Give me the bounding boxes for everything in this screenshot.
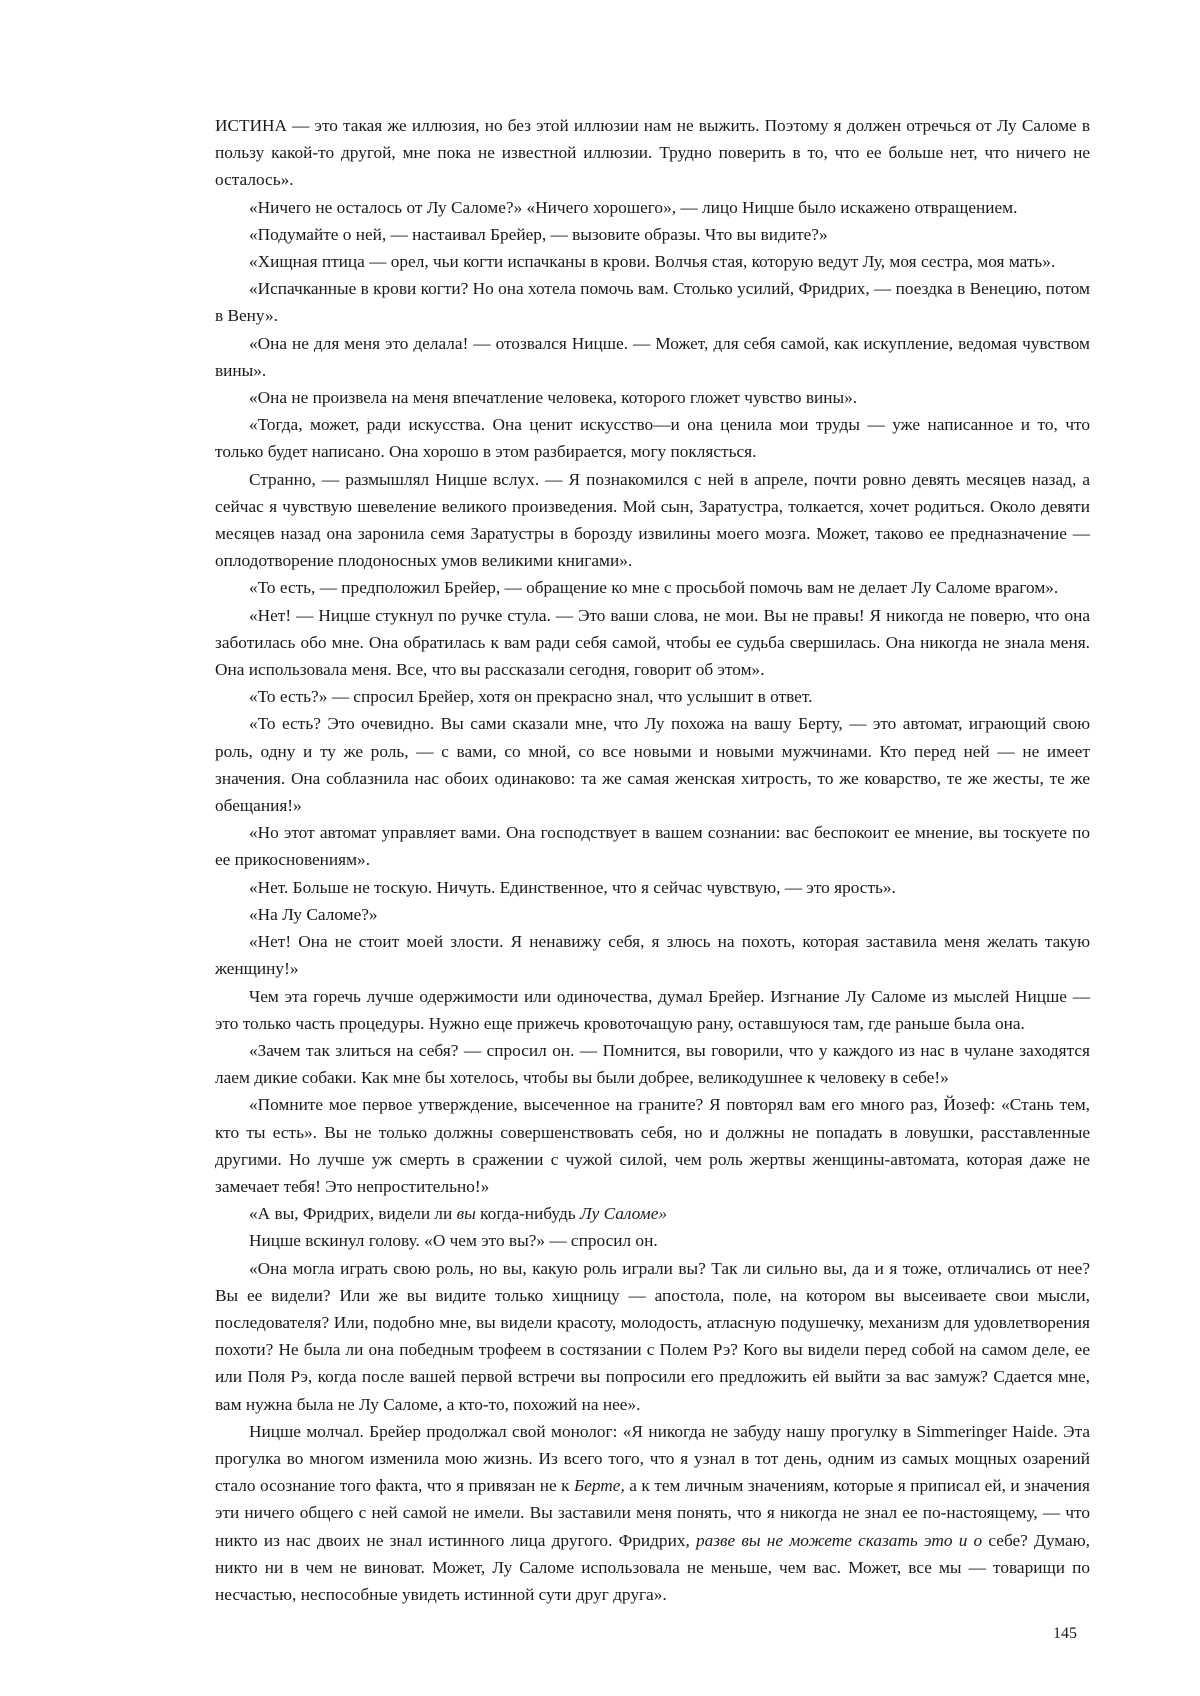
paragraph-5: «Испачканные в крови когти? Но она хотела помочь вам. Столько усилий, Фридрих, — поездка в Венецию, потом в Вену».	[215, 275, 1090, 329]
paragraph-16: «На Лу Саломе?»	[215, 901, 1090, 928]
paragraph-15: «Нет. Больше не тоскую. Ничуть. Единственное, что я сейчас чувствую, — это ярость».	[215, 874, 1090, 901]
paragraph-22: Ницше вскинул голову. «О чем это вы?» — спросил он.	[215, 1227, 1090, 1254]
paragraph-12: «То есть?» — спросил Брейер, хотя он прекрасно знал, что услышит в ответ.	[215, 683, 1090, 710]
paragraph-23: «Она могла играть свою роль, но вы, какую роль играли вы? Так ли сильно вы, да и я тоже, отличались от нее? Вы ее видели? Или же вы видите только хищницу — апостола, поле, на котором вы высеиваете свои мысли, последователя? Или, подобно мне, вы видели красоту, молодость, атласную подушечку, механизм для удовлетворения похоти? Не была ли она победным трофеем в состязании с Полем Рэ? Кого вы видели перед собой на самом деле, ее или Поля Рэ, когда после вашей первой встречи вы попросили его предложить ей выйти за вас замуж? Сдается мне, вам нужна была не Лу Саломе, а кто-то, похожий на нее».	[215, 1255, 1090, 1418]
page-text	[215, 112, 1090, 1608]
paragraph-20: «Помните мое первое утверждение, высеченное на граните? Я повторял вам его много раз, Йозеф: «Стань тем, кто ты есть». Вы не только должны совершенствовать себя, но и должны не попадать в ловушки, расставленные другими. Но лучше уж смерть в сражении с чужой силой, чем роль жертвы женщины-автомата, которая даже не замечает тебя! Это непростительно!»	[215, 1091, 1090, 1200]
paragraph-2: «Ничего не осталось от Лу Саломе?» «Ничего хорошего», — лицо Ницше было искажено отвращением.	[215, 194, 1090, 221]
paragraph-3: «Подумайте о ней, — настаивал Брейер, — вызовите образы. Что вы видите?»	[215, 221, 1090, 248]
paragraph-18: Чем эта горечь лучше одержимости или одиночества, думал Брейер. Изгнание Лу Саломе из мыслей Ницше — это только часть процедуры. Нужно еще прижечь кровоточащую рану, оставшуюся там, где раньше была она.	[215, 983, 1090, 1037]
paragraph-4: «Хищная птица — орел, чьи когти испачканы в крови. Волчья стая, которую ведут Лу, моя сестра, моя мать».	[215, 248, 1090, 275]
paragraph-24: Ницше молчал. Брейер продолжал свой монолог: «Я никогда не забуду нашу прогулку в Simmeringer Haide. Эта прогулка во многом изменила мою жизнь. Из всего того, что я узнал в тот день, одним из самых мощных озарений стало осознание того факта, что я привязан не к Берте, а к тем личным значениям, которые я приписал ей, и значения эти ничего общего с ней самой не имели. Вы заставили меня понять, что я никогда не знал ее по-настоящему, — что никто из нас двоих не знал истинного лица другого. Фридрих, разве вы не можете сказать это и о себе? Думаю, никто ни в чем не виноват. Может, Лу Саломе использовала не меньше, чем вас. Может, все мы — товарищи по несчастью, неспособные увидеть истинной сути друг друга».	[215, 1418, 1090, 1608]
paragraph-19: «Зачем так злиться на себя? — спросил он. — Помнится, вы говорили, что у каждого из нас в чулане заходятся лаем дикие собаки. Как мне бы хотелось, чтобы вы были добрее, великодушнее к человеку в себе!»	[215, 1037, 1090, 1091]
paragraph-7: «Она не произвела на меня впечатление человека, которого гложет чувство вины».	[215, 384, 1090, 411]
paragraph-21: «А вы, Фридрих, видели ли вы когда-нибудь Лу Саломе»	[215, 1200, 1090, 1227]
paragraph-1: ИСТИНА — это такая же иллюзия, но без этой иллюзии нам не выжить. Поэтому я должен отречься от Лу Саломе в пользу какой-то другой, мне пока не известной иллюзии. Трудно поверить в то, что ее больше нет, что ничего не осталось».	[215, 112, 1090, 194]
paragraph-11: «Нет! — Ницше стукнул по ручке стула. — Это ваши слова, не мои. Вы не правы! Я никогда не поверю, что она заботилась обо мне. Она обратилась к вам ради себя самой, чтобы ее судьба свершилась. Она никогда не знала меня. Она использовала меня. Все, что вы рассказали сегодня, говорит об этом».	[215, 602, 1090, 684]
paragraph-14: «Но этот автомат управляет вами. Она господствует в вашем сознании: вас беспокоит ее мнение, вы тоскуете по ее прикосновениям».	[215, 819, 1090, 873]
paragraph-6: «Она не для меня это делала! — отозвался Ницше. — Может, для себя самой, как искупление, ведомая чувством вины».	[215, 330, 1090, 384]
paragraph-17: «Нет! Она не стоит моей злости. Я ненавижу себя, я злюсь на похоть, которая заставила меня желать такую женщину!»	[215, 928, 1090, 982]
paragraph-13: «То есть? Это очевидно. Вы сами сказали мне, что Лу похожа на вашу Берту, — это автомат, играющий свою роль, одну и ту же роль, — с вами, со мной, со все новыми и новыми мужчинами. Кто перед ней — не имеет значения. Она соблазнила нас обоих одинаково: та же самая женская хитрость, то же коварство, те же жесты, те же обещания!»	[215, 710, 1090, 819]
paragraph-9: Странно, — размышлял Ницше вслух. — Я познакомился с ней в апреле, почти ровно девять месяцев назад, а сейчас я чувствую шевеление великого произведения. Мой сын, Заратустра, толкается, хочет родиться. Около девяти месяцев назад она заронила семя Заратустры в борозду извилины моего мозга. Может, таково ее предназначение — оплодотворение плодоносных умов великими книгами».	[215, 466, 1090, 575]
paragraph-8: «Тогда, может, ради искусства. Она ценит искусство—и она ценила мои труды — уже написанное и то, что только будет написано. Она хорошо в этом разбирается, могу поклясться.	[215, 411, 1090, 465]
paragraph-10: «То есть, — предположил Брейер, — обращение ко мне с просьбой помочь вам не делает Лу Саломе врагом».	[215, 574, 1090, 601]
page-number: 145	[1053, 1625, 1077, 1643]
